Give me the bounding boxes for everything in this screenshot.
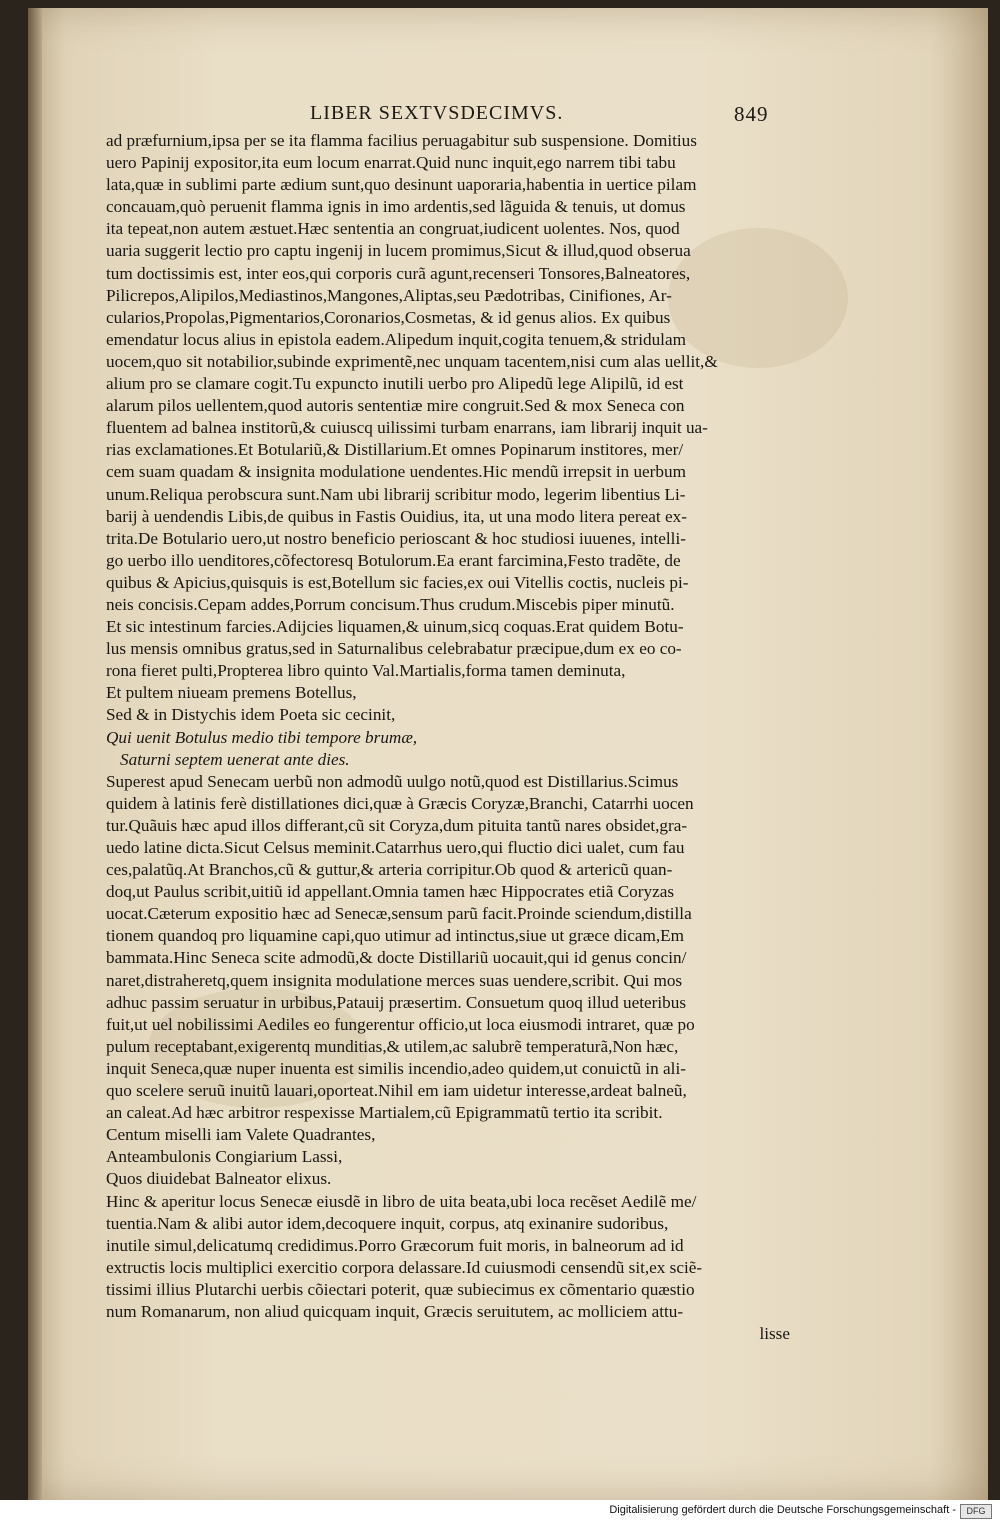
text-line: Et sic intestinum farcies.Adijcies liquamen,& uinum,sicq coquas.Erat quidem Botu- — [106, 617, 684, 637]
text-line: an caleat.Ad hæc arbitror respexisse Martialem,cũ Epigrammatũ tertio ita scribit. — [106, 1103, 663, 1123]
text-line: tissimi illius Plutarchi uerbis cõiectari poterit, quæ subiecimus ex cõmentario quæstio — [106, 1279, 695, 1299]
text-line: unum.Reliqua perobscura sunt.Nam ubi librarij scribitur modo, legerim libentius Li- — [106, 484, 686, 504]
verse-line: Sed & in Distychis idem Poeta sic cecinit, — [106, 705, 396, 725]
text-line: Pilicrepos,Alipilos,Mediastinos,Mangones,Aliptas,seu Pædotribas, Cinifiones, Ar- — [106, 285, 672, 305]
running-title: LIBER SEXTVSDECIMVS. — [310, 102, 564, 124]
text-line: uero Papinij expositor,ita eum locum enarrat.Quid nunc inquit,ego narrem tibi tabu — [106, 153, 676, 173]
text-line: quo scelere seruũ inuitũ lauari,oporteat.Nihil em iam uidetur interesse,ardeat balneũ, — [106, 1081, 687, 1101]
main-text — [106, 130, 796, 1345]
text-line: inutile simul,delicatumq credidimus.Porro Græcorum fuit moris, in balneorum ad id — [106, 1235, 684, 1255]
text-line: doq,ut Paulus scribit,uitiũ id appellant.Omnia tamen hæc Hippocrates etiã Coryzas — [106, 882, 675, 902]
text-line: lata,quæ in sublimi parte ædium sunt,quo desinunt uaporaria,habentia in uertice pilam — [106, 175, 697, 195]
text-line: lus mensis omnibus gratus,sed in Saturnalibus celebrabatur præcipue,dum ex eo co- — [106, 639, 682, 659]
text-line: emendatur locus alius in epistola eadem.Alipedum inquit,cogita tenuem,& stridulam — [106, 329, 686, 349]
text-line: rona fieret pulti,Propterea libro quinto Val.Martialis,forma tamen deminuta, — [106, 661, 626, 681]
folio-number: 849 — [734, 102, 769, 126]
text-line: adhuc passim seruatur in urbibus,Patauij præsertim. Consuetum quoq illud ueteribus — [106, 992, 687, 1012]
text-line: tionem quandoq pro liquamine capi,quo utimur ad intinctus,siue ut græce dicam,Em — [106, 926, 685, 946]
text-line: uedo latine dicta.Sicut Celsus meminit.Catarrhus uero,qui fluctio dici ualet, cum fau — [106, 838, 685, 857]
text-line: tur.Quãuis hæc apud illos differant,cũ sit Coryza,dum pituita tantũ nares obsidet,gra- — [106, 815, 688, 835]
verse-line: Saturni septem uenerat ante dies. — [120, 749, 350, 769]
text-line: num Romanarum, non aliud quicquam inquit, Græcis seruitutem, ac molliciem attu- — [106, 1301, 684, 1321]
text-line: alarum pilos uellentem,quod autoris sententiæ mire congruit.Sed & mox Seneca con — [106, 396, 685, 416]
text-line: inquit Seneca,quæ nuper inuenta est similis incendio,adeo quidem,ut conuictũ in ali- — [106, 1058, 686, 1078]
text-line: pulum receptabant,exigerentq munditias,& utilem,ac salubrẽ temperaturã,Non hæc, — [106, 1036, 679, 1056]
text-line: uocem,quo sit notabilior,subinde exprimentẽ,nec unquam tacentem,nisi cum alas uellit,& — [106, 351, 718, 371]
text-line: neis concisis.Cepam addes,Porrum concisum.Thus crudum.Miscebis piper minutũ. — [106, 594, 675, 614]
text-line: ces,palatũq.At Branchos,cũ & guttur,& arteria corripitur.Ob quod & artericũ quan- — [106, 860, 673, 880]
dfg-logo: DFG — [960, 1504, 992, 1519]
text-line: naret,distraheretq,quem insignita modulatione merces suas uendere,scribit. Qui mos — [106, 970, 683, 990]
text-line: cem suam quadam & insignita modulatione uendentes.Hic mendũ irrepsit in uerbum — [106, 462, 686, 482]
text-line: quidem à latinis ferè distillationes dici,quæ à Græcis Coryzæ,Branchi, Catarrhi uocen — [106, 793, 694, 813]
text-line: trita.De Botulario uero,ut nostro beneficio perioscant & hoc studiosi iuuenes, intelli- — [106, 528, 686, 548]
text-line: Superest apud Senecam uerbũ non admodũ uulgo notũ,quod est Distillarius.Scimus — [106, 771, 679, 791]
text-line: uaria suggerit lectio pro captu ingenij in lucem promimus,Sicut & illud,quod obserua — [106, 241, 691, 261]
text-line: rias exclamationes.Et Botulariũ,& Distillarium.Et omnes Popinarum institores, mer/ — [106, 440, 684, 460]
text-line: tuentia.Nam & alibi autor idem,decoquere inquit, corpus, atq exinanire sudoribus, — [106, 1213, 669, 1233]
digitization-footer — [0, 1500, 1000, 1521]
text-line: ad præfurnium,ipsa per se ita flamma facilius peruagabitur sub suspensione. Domitius — [106, 131, 697, 150]
text-line: uocat.Cæterum expositio hæc ad Senecæ,sensum parũ facit.Proinde sciendum,distilla — [106, 904, 692, 924]
text-line: fuit,ut uel nobilissimi Aediles eo fungerentur officio,ut loca eiusmodi intraret, quæ po — [106, 1014, 695, 1034]
verse-line: Qui uenit Botulus medio tibi tempore brumæ, — [106, 727, 418, 747]
text-line: go uerbo illo uenditores,cõfectoresq Botulorum.Ea erant farcimina,Festo tradẽte, de — [106, 550, 681, 570]
verse-line: Centum miselli iam Valete Quadrantes, — [106, 1125, 376, 1145]
page-header — [310, 102, 830, 132]
verse-line: Anteambulonis Congiarium Lassi, — [106, 1147, 343, 1167]
page-binding-edge — [28, 8, 42, 1500]
text-line: quibus & Apicius,quisquis is est,Botellum sic facies,ex oui Vitellis coctis, nucleis pi- — [106, 572, 689, 592]
verse-line: Et pultem niueam premens Botellus, — [106, 683, 357, 703]
text-line: Hinc & aperitur locus Senecæ eiusdẽ in libro de uita beata,ubi loca recẽset Aedilẽ me/ — [106, 1191, 697, 1211]
catchword: lisse — [759, 1324, 790, 1344]
text-line: bammata.Hinc Seneca scite admodũ,& docte Distillariũ uocauit,qui id genus concin/ — [106, 948, 687, 968]
text-line: ita tepeat,non autem æstuet.Hæc sententia an congruat,iudicent uolentes. Nos, quod — [106, 219, 680, 239]
text-line: extructis locis multiplici exercitio corpora delassare.Id cuiusmodi censendũ sit,ex sciẽ- — [106, 1257, 703, 1277]
text-line: barij à uendendis Libis,de quibus in Fastis Ouidius, ita, ut una modo litera pereat ex- — [106, 506, 687, 526]
funding-credit: Digitalisierung gefördert durch die Deutsche Forschungsgemeinschaft - — [609, 1504, 956, 1516]
text-line: fluentem ad balnea institorũ,& cuiuscq uilissimi turbam enarrans, iam librarij inquit ua- — [106, 418, 708, 438]
text-line: tum doctissimis est, inter eos,qui corporis curã agunt,recenseri Tonsores,Balneatores, — [106, 263, 691, 283]
text-line: concauam,quò peruenit flamma ignis in imo ardentis,sed lãguida & tenuis, ut domus — [106, 197, 686, 217]
text-line: alium pro se clamare cogit.Tu expuncto inutili uerbo pro Alipedũ lege Alipilũ, id est — [106, 374, 684, 394]
verse-line: Quos diuidebat Balneator elixus. — [106, 1169, 332, 1189]
text-line: cularios,Propolas,Pigmentarios,Coronarios,Cosmetas, & id genus alios. Ex quibus — [106, 307, 671, 327]
